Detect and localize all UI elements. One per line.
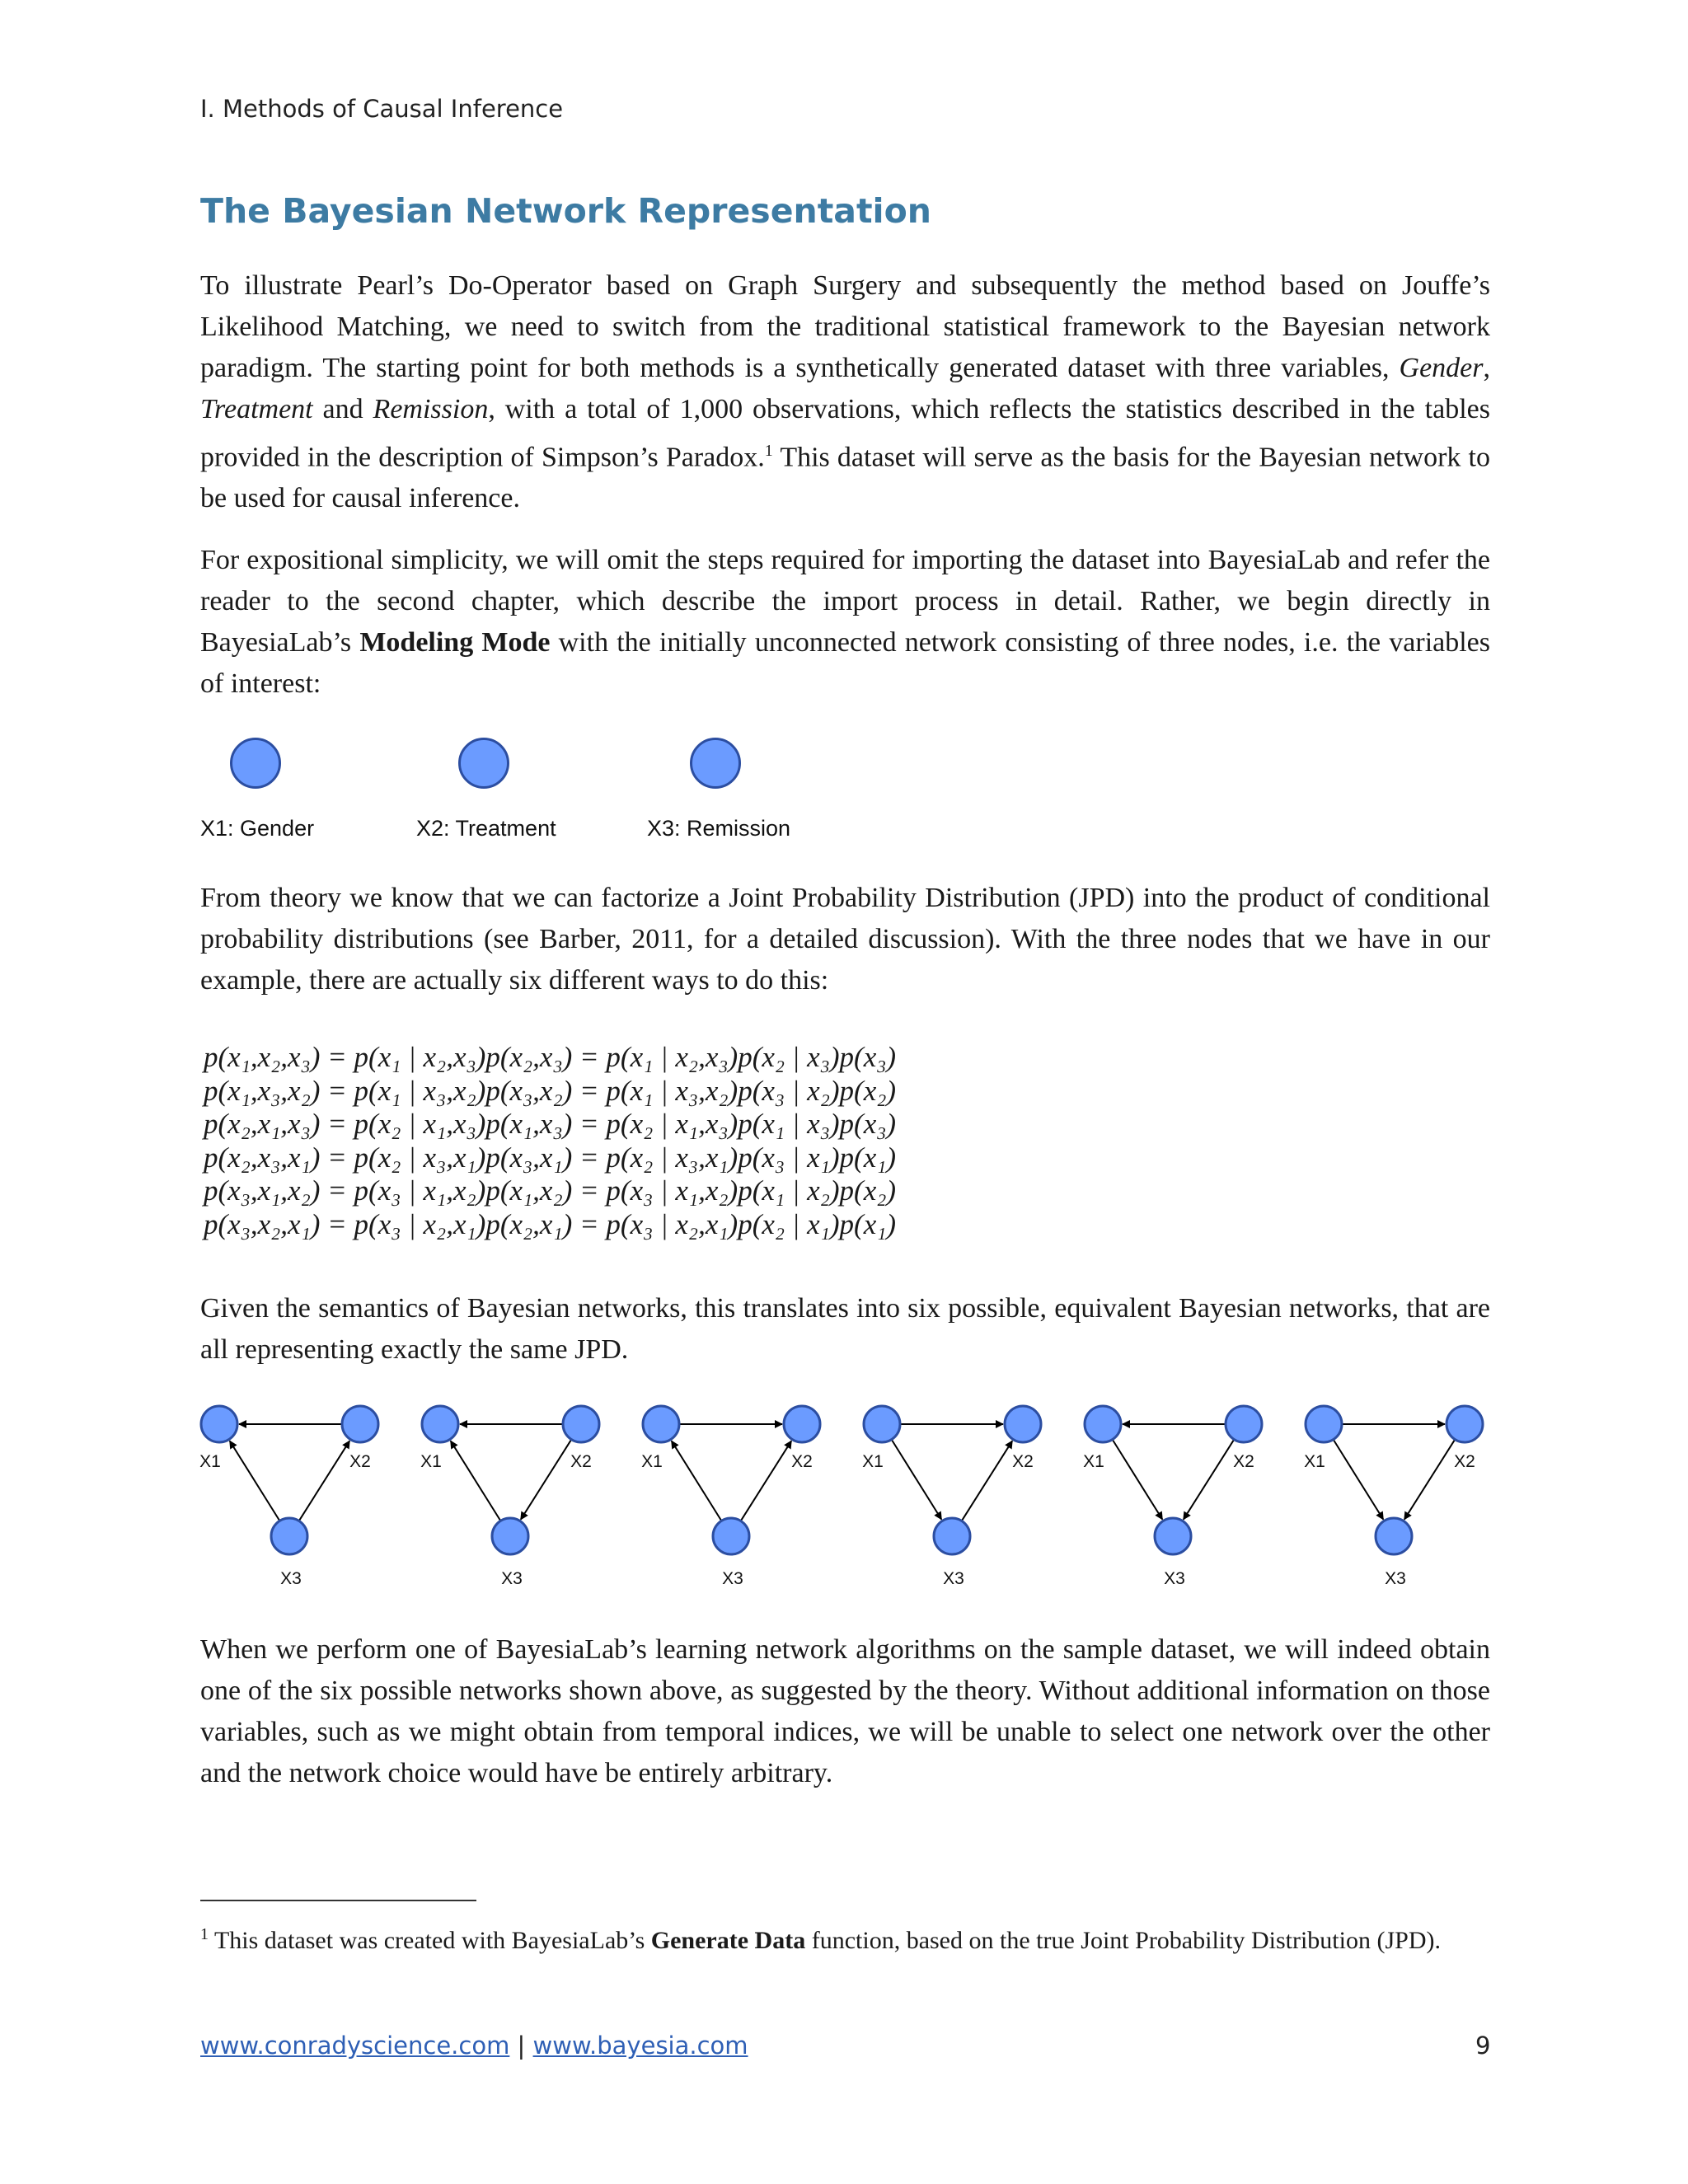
bayesia-link[interactable]: www.bayesia.com bbox=[532, 2032, 748, 2060]
edge-x1-to-x3 bbox=[1113, 1441, 1162, 1520]
node-x3-label: X3 bbox=[1385, 1569, 1406, 1588]
p2-text-b: with the initially unconnected network consisting of three nodes, i.e. the variables of interest: bbox=[200, 627, 1491, 699]
node-x3-label: X3: Remission bbox=[647, 816, 791, 841]
node-x1-label: X1 bbox=[1304, 1452, 1325, 1471]
network-3 bbox=[641, 1406, 820, 1588]
node-x1 bbox=[422, 1406, 458, 1442]
footer-links bbox=[200, 2032, 748, 2060]
node-x2-label: X2 bbox=[570, 1452, 592, 1471]
footer-separator: | bbox=[509, 2032, 533, 2060]
p1-sep: , bbox=[1483, 353, 1490, 383]
node-x1-label: X1 bbox=[641, 1452, 663, 1471]
node-x3 bbox=[934, 1518, 970, 1554]
footnote-divider bbox=[200, 1900, 476, 1901]
footnote bbox=[200, 1916, 1470, 1959]
network-4 bbox=[862, 1406, 1041, 1588]
equation-6: p(x₃,x₂,x₁) = p(x₃ | x₂,x₁)p(x₂,x₁) = p(x₃ | x₂,x₁)p(x₂ | x₁)p(x₁) bbox=[204, 1207, 897, 1240]
edge-x3-to-x1 bbox=[451, 1441, 500, 1520]
paragraph-theory: From theory we know that we can factorize a Joint Probability Distribution (JPD) into the product of conditional probability distributions (see Barber, 2011, for a detailed discussion). With the three nodes that we have in our example, there are actually six different ways to do this: bbox=[200, 883, 1490, 996]
edge-x3-to-x2 bbox=[741, 1441, 791, 1520]
node-x2-circle bbox=[458, 738, 509, 789]
paragraph-intro bbox=[200, 265, 1490, 519]
node-x2 bbox=[563, 1406, 599, 1442]
node-x3-label: X3 bbox=[501, 1569, 523, 1588]
generate-data-term: Generate Data bbox=[650, 1927, 806, 1954]
node-x1-label: X1 bbox=[1083, 1452, 1104, 1471]
edge-x3-to-x2 bbox=[299, 1441, 349, 1520]
equation-3: p(x₂,x₁,x₃) = p(x₂ | x₁,x₃)p(x₁,x₃) = p(x₂ | x₁,x₃)p(x₁ | x₃)p(x₃) bbox=[204, 1108, 897, 1140]
edge-x3-to-x1 bbox=[672, 1441, 721, 1520]
node-x1 bbox=[643, 1406, 679, 1442]
footnote-number: 1 bbox=[200, 1925, 209, 1943]
node-x2-label: X2: Treatment bbox=[416, 816, 556, 841]
node-x3-circle bbox=[690, 738, 741, 789]
node-x1 bbox=[1085, 1406, 1121, 1442]
equation-5: p(x₃,x₁,x₂) = p(x₃ | x₁,x₂)p(x₁,x₂) = p(x₃ | x₁,x₂)p(x₁ | x₂)p(x₂) bbox=[204, 1174, 897, 1207]
node-x3-label: X3 bbox=[280, 1569, 302, 1588]
footnote-text-b: function, based on the true Joint Probability Distribution (JPD). bbox=[805, 1927, 1441, 1954]
edge-x2-to-x3 bbox=[521, 1440, 571, 1519]
node-x2-label: X2 bbox=[1233, 1452, 1254, 1471]
paragraph-semantics: Given the semantics of Bayesian networks, this translates into six possible, equivalent Bayesian networks, that are all representing exactly the same JPD. bbox=[200, 1293, 1490, 1365]
edge-x1-to-x3 bbox=[892, 1441, 941, 1520]
node-x1-label: X1 bbox=[199, 1452, 221, 1471]
node-x2 bbox=[1226, 1406, 1262, 1442]
running-head: I. Methods of Causal Inference bbox=[200, 95, 564, 123]
node-x1 bbox=[864, 1406, 900, 1442]
edge-x3-to-x1 bbox=[230, 1441, 279, 1520]
equation-1: p(x₁,x₂,x₃) = p(x₁ | x₂,x₃)p(x₂,x₃) = p(x₁ | x₂,x₃)p(x₂ | x₃)p(x₃) bbox=[204, 1041, 897, 1073]
node-x1 bbox=[1306, 1406, 1342, 1442]
paragraph-modeling bbox=[200, 540, 1490, 705]
node-x2-label: X2 bbox=[791, 1452, 813, 1471]
variable-gender: Gender bbox=[1399, 353, 1484, 383]
paragraph-learning: When we perform one of BayesiaLab’s learning network algorithms on the sample dataset, we will indeed obtain one of the six possible networks shown above, as suggested by the theory. Without additional information on those variables, such as we might obtain from temporal indices, we will be unable to select one network over the other and the network choice would have be entirely arbitrary. bbox=[200, 1634, 1490, 1788]
node-x3 bbox=[1376, 1518, 1412, 1554]
equation-4: p(x₂,x₃,x₁) = p(x₂ | x₃,x₁)p(x₃,x₁) = p(x₂ | x₃,x₁)p(x₃ | x₁)p(x₁) bbox=[204, 1141, 897, 1174]
p1-text-c: This dataset will serve as the basis for the Bayesian network to be used for causal inference. bbox=[200, 442, 1490, 514]
node-x2-label: X2 bbox=[1454, 1452, 1475, 1471]
edge-x2-to-x3 bbox=[1404, 1440, 1455, 1519]
node-x1-circle bbox=[230, 738, 281, 789]
node-x2 bbox=[1447, 1406, 1483, 1442]
node-x3 bbox=[271, 1518, 307, 1554]
variable-remission: Remission bbox=[373, 394, 489, 424]
node-x3 bbox=[492, 1518, 528, 1554]
node-x3 bbox=[713, 1518, 749, 1554]
node-x1-label: X1: Gender bbox=[200, 816, 315, 841]
node-x3-label: X3 bbox=[722, 1569, 743, 1588]
edge-x2-to-x3 bbox=[1184, 1440, 1234, 1519]
equation-2: p(x₁,x₃,x₂) = p(x₁ | x₃,x₂)p(x₃,x₂) = p(x₁ | x₃,x₂)p(x₃ | x₂)p(x₂) bbox=[204, 1074, 897, 1107]
node-x3-label: X3 bbox=[943, 1569, 964, 1588]
node-x3-label: X3 bbox=[1164, 1569, 1185, 1588]
node-x2 bbox=[1005, 1406, 1041, 1442]
network-1 bbox=[199, 1406, 378, 1588]
network-5 bbox=[1083, 1406, 1262, 1588]
p2-text-a: For expositional simplicity, we will omit the steps required for importing the dataset into BayesiaLab and refer the reader to the second chapter, which describe the import process in detail. Rather, we begin directly in BayesiaLab’s bbox=[200, 545, 1490, 658]
conradyscience-link[interactable]: www.conradyscience.com bbox=[200, 2032, 510, 2060]
node-x1 bbox=[201, 1406, 237, 1442]
footnote-text-a: This dataset was created with BayesiaLab’s bbox=[209, 1927, 651, 1954]
edge-x3-to-x2 bbox=[962, 1441, 1012, 1520]
p1-text-b: , with a total of 1,000 observations, which reflects the statistics described in the tables provided in the description of Simpson’s Paradox. bbox=[200, 394, 1490, 473]
modeling-mode-term: Modeling Mode bbox=[359, 627, 551, 658]
variable-treatment: Treatment bbox=[200, 394, 313, 424]
equivalent-networks-figure bbox=[198, 1401, 1500, 1599]
p1-and: and bbox=[312, 394, 373, 424]
node-x2-label: X2 bbox=[349, 1452, 371, 1471]
node-x1-label: X1 bbox=[862, 1452, 884, 1471]
factorization-equations bbox=[204, 1041, 896, 1241]
node-x3 bbox=[1155, 1518, 1191, 1554]
page-number: 9 bbox=[1475, 2032, 1491, 2060]
node-x2-label: X2 bbox=[1012, 1452, 1034, 1471]
footnote-ref[interactable]: 1 bbox=[764, 442, 773, 460]
network-6 bbox=[1304, 1406, 1483, 1588]
node-x2 bbox=[342, 1406, 378, 1442]
section-title: The Bayesian Network Representation bbox=[200, 191, 931, 231]
edge-x1-to-x3 bbox=[1334, 1441, 1383, 1520]
node-x1-label: X1 bbox=[420, 1452, 442, 1471]
unconnected-network bbox=[200, 738, 942, 845]
node-x2 bbox=[784, 1406, 820, 1442]
p1-text-a: To illustrate Pearl’s Do-Operator based on Graph Surgery and subsequently the method based on Jouffe’s Likelihood Matching, we need to switch from the traditional statistical framework to the Bayesian network paradigm. The starting point for both methods is a synthetically generated dataset with three variables, bbox=[200, 270, 1490, 383]
network-2 bbox=[420, 1406, 599, 1588]
